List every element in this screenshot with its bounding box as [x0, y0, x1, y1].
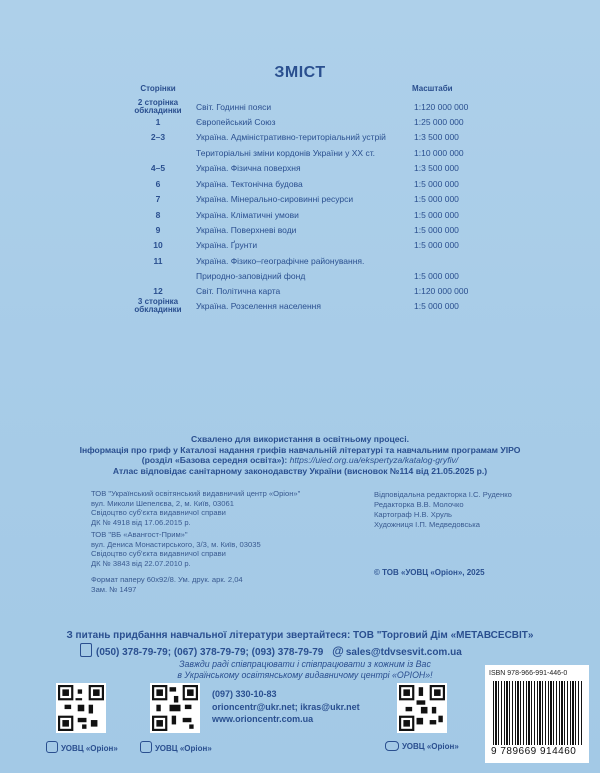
publisher-line: вул. Миколи Шепелєва, 2, м. Київ, 03061 — [91, 498, 234, 508]
contents-row-page: 11 — [153, 256, 163, 266]
contents-row-page: 12 — [153, 286, 163, 296]
contents-row-scale: 1:5 000 000 — [414, 271, 459, 281]
isbn-block — [485, 665, 589, 763]
printer-line: Свідоцтво суб'єкта видавничої справи — [91, 549, 226, 558]
approval-line: Схвалено для використання в освітньому процесі. — [191, 434, 409, 444]
print-format: Формат паперу 60х92/8. Ум. друк. арк. 2,04 — [91, 575, 243, 584]
approval-block — [0, 434, 600, 476]
publisher-line: ДК № 4918 від 17.06.2015 р. — [91, 517, 191, 527]
contents-row-title: Україна. Розселення населення — [196, 301, 321, 311]
contents-row-scale: 1:3 500 000 — [414, 163, 459, 173]
contents-row-scale: 1:25 000 000 — [414, 117, 464, 127]
approval-line: Атлас відповідає санітарному законодавству України (висновок №114 від 21.05.2025 р.) — [112, 465, 488, 476]
contents-row-page: 6 — [155, 179, 161, 189]
staff-line: Відповідальна редакторка І.С. Руденко — [374, 490, 512, 499]
instagram-label: УОВЦ «Оріон» — [61, 744, 118, 753]
contents-row-scale: 1:120 000 000 — [414, 102, 469, 112]
copyright: © ТОВ «УОВЦ «Оріон», 2025 — [374, 568, 485, 577]
staff-credits — [374, 490, 512, 530]
barcode — [493, 681, 583, 745]
contents-row-title: Європейський Союз — [196, 117, 276, 127]
contents-row-title: Україна. Адміністративно-територіальний устрій — [196, 132, 386, 142]
instagram-icon — [46, 741, 58, 753]
contents-row-scale: 1:3 500 000 — [414, 132, 459, 142]
youtube-link[interactable] — [385, 741, 459, 751]
youtube-icon — [385, 741, 399, 751]
invitation-line: Завжди раді співпрацювати і співпрацювати з кожним із Вас — [179, 659, 431, 669]
instagram-link[interactable] — [46, 741, 118, 753]
contents-title: ЗМІСТ — [274, 64, 326, 81]
contents-row-title: Україна. Фізико–географічне районування. — [196, 256, 365, 266]
contents-row-title: Україна. Тектонічна будова — [196, 179, 303, 189]
print-order: Зам. № 1497 — [91, 584, 137, 594]
contents-row-page: 1 — [155, 117, 161, 127]
contents-row-page: 4–5 — [150, 163, 166, 173]
contact-phone[interactable]: (097) 330-10-83 — [212, 689, 277, 699]
email-icon: @ — [332, 644, 344, 658]
qr-code-facebook[interactable] — [150, 683, 200, 733]
contact-site-link[interactable]: www.orioncentr.com.ua — [212, 714, 314, 724]
publisher-info — [91, 489, 300, 527]
printer-line: вул. Дениса Монастирського, 3/3, м. Київ, 03035 — [91, 539, 261, 549]
contents-row-title: Україна. Фізична поверхня — [196, 163, 301, 173]
isbn-label: ISBN 978-966-991-446-0 — [489, 670, 568, 677]
contents-row-scale: 1:5 000 000 — [414, 301, 459, 311]
purchase-info: З питань придбання навчальної літератури звертайтеся: ТОВ "Торговий Дім «МЕТАВСЕСВІТ» — [66, 630, 534, 641]
contents-row-title: Територіальні зміни кордонів України у XX ст. — [196, 148, 376, 158]
publisher-line: Свідоцтво суб'єкта видавничої справи — [91, 508, 226, 517]
contents-row-scale: 1:5 000 000 — [414, 179, 459, 189]
contents-row-page: 2 сторінка обкладинки — [134, 98, 182, 115]
qr-code-instagram[interactable] — [56, 683, 106, 733]
staff-line: Картограф Н.В. Хруль — [374, 510, 452, 519]
contents-row-scale: 1:5 000 000 — [414, 194, 459, 204]
contents-row-title: Світ. Політична карта — [196, 286, 281, 296]
printer-info — [91, 530, 261, 568]
approval-line — [0, 455, 600, 466]
invitation — [150, 659, 460, 681]
publisher-line: ТОВ "Український освітянський видавничий центр «Оріон»" — [91, 489, 301, 498]
approval-line: Інформація про гриф у Каталозі надання грифів навчальній літературі та навчальним програмам УІРО — [79, 444, 521, 455]
facebook-label: УОВЦ «Оріон» — [155, 744, 212, 753]
contents-row-title: Україна. Поверхневі води — [196, 225, 297, 235]
barcode-digits: 9 789669 914460 — [491, 746, 577, 757]
contents-row-page: 9 — [155, 225, 161, 235]
contents-row-title: Україна. Кліматичні умови — [196, 210, 299, 220]
approval-section: (розділ «Базова середня освіта»): — [141, 455, 288, 465]
sales-email-link[interactable]: sales@tdvsesvit.com.ua — [345, 647, 462, 658]
youtube-label: УОВЦ «Оріон» — [402, 742, 459, 751]
staff-line: Художниця І.П. Медведовська — [374, 520, 480, 529]
facebook-icon — [140, 741, 152, 753]
phones-text: (050) 378-79-79; (067) 378-79-79; (093) 378-79-79 — [96, 647, 324, 658]
contents-row-scale: 1:5 000 000 — [414, 210, 459, 220]
printer-line: ТОВ "ВБ «Авангост-Прим»" — [91, 530, 188, 539]
staff-line: Редакторка В.В. Молочко — [374, 500, 464, 509]
contact-emails[interactable]: orioncentr@ukr.net; ikras@ukr.net — [212, 701, 360, 712]
print-info — [91, 575, 243, 594]
contents-row-scale: 1:10 000 000 — [414, 148, 464, 158]
contents-row-scale: 1:5 000 000 — [414, 240, 459, 250]
invitation-line: в Українському освітянському видавничому центрі «ОРІОН»! — [177, 670, 433, 680]
contents-row-title: Україна. Мінерально-сировинні ресурси — [196, 194, 354, 204]
contacts — [212, 688, 360, 726]
contents-row-page: 10 — [153, 240, 163, 250]
contents-row-title: Україна. Ґрунти — [196, 240, 258, 250]
contents-row-page: 7 — [155, 194, 161, 204]
contents-row-page: 3 сторінка обкладинки — [134, 297, 182, 314]
phone-icon — [80, 643, 92, 657]
pages-column-header: Сторінки — [140, 84, 176, 93]
contents-row-page: 2–3 — [150, 132, 166, 142]
scales-column-header: Масштаби — [412, 84, 453, 93]
approval-url-link[interactable]: https://uied.org.ua/ekspertyza/katalog-gryfiv/ — [289, 455, 459, 465]
facebook-link[interactable] — [140, 741, 212, 753]
printer-line: ДК № 3843 від 22.07.2010 р. — [91, 558, 191, 568]
qr-code-youtube[interactable] — [397, 683, 447, 733]
contents-row-title: Природно-заповідний фонд — [196, 271, 306, 281]
contents-row-scale: 1:120 000 000 — [414, 286, 469, 296]
contents-row-title: Світ. Годинні пояси — [196, 102, 272, 112]
contents-row-scale: 1:5 000 000 — [414, 225, 459, 235]
phones-line — [80, 643, 462, 658]
contents-row-page: 8 — [155, 210, 161, 220]
